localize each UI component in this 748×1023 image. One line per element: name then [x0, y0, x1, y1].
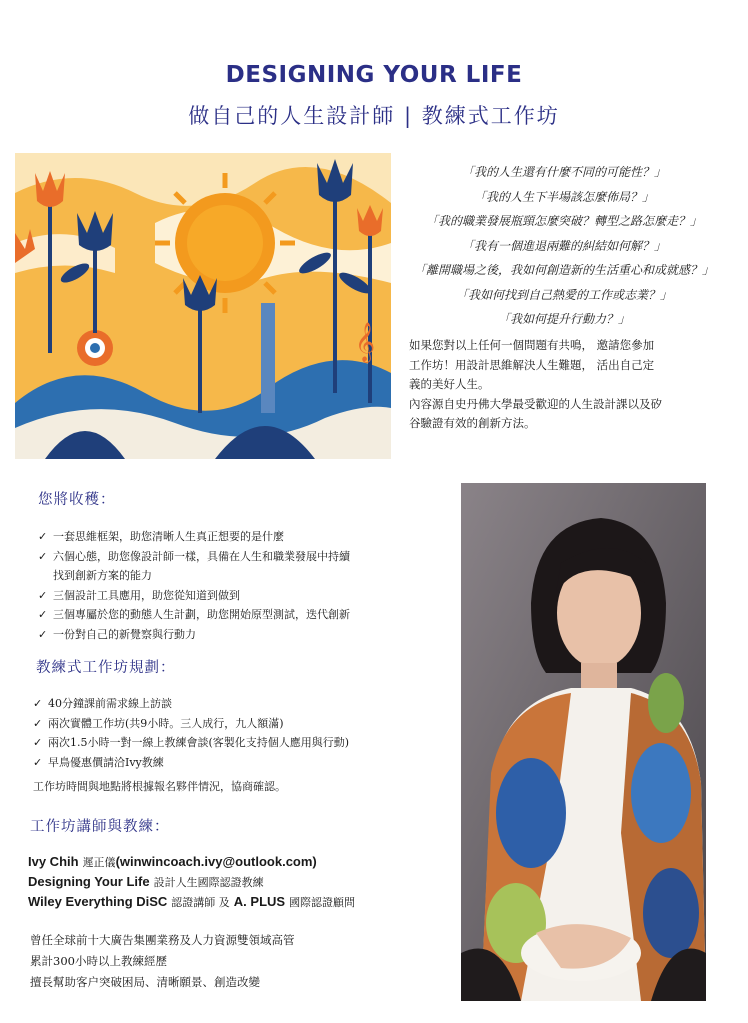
intro-line: 內容源自史丹佛大學最受歡迎的人生設計課以及矽 — [409, 396, 662, 411]
list-item-text: 兩次1.5小時一對一線上教練會談(客製化支持個人應用與行動) — [48, 736, 350, 749]
coach-name-zh: 遲正儀 — [82, 856, 116, 869]
intro-line: 如果您對以上任何一個問題有共鳴， 邀請您參加 — [409, 338, 655, 352]
bio-line: 累計300小時以上教練經歷 — [30, 954, 167, 968]
credential-disc: Wiley Everything DiSC — [28, 894, 168, 909]
credential-line — [28, 872, 458, 892]
credential-line — [28, 892, 458, 912]
list-item — [33, 733, 453, 753]
check-icon: ✓ — [33, 716, 43, 730]
check-spacer — [38, 566, 53, 586]
credential-aplus-zh: 國際認證顧問 — [289, 896, 356, 909]
list-item-text: 三個設計工具應用，助您從知道到做到 — [53, 588, 240, 602]
title-chinese: 做自己的人生設計師 | 教練式工作坊 — [188, 104, 560, 128]
check-icon: ✓ — [33, 736, 43, 749]
list-item — [33, 714, 453, 734]
check-icon: ✓ — [38, 549, 48, 563]
list-item — [38, 625, 448, 645]
question-item: 「離開職場之後，我如何創造新的生活重心和成就感？」 — [413, 263, 714, 277]
credential-dyl: Designing Your Life — [28, 874, 150, 889]
coach-name: Ivy Chih — [28, 854, 79, 869]
list-item-text: 一套思維框架，助您清晰人生真正想要的是什麼 — [53, 530, 284, 543]
coach-name-line — [28, 852, 458, 872]
list-item — [38, 547, 448, 567]
check-icon: ✓ — [38, 530, 48, 543]
gains-list — [38, 527, 448, 644]
check-icon: ✓ — [33, 697, 43, 710]
hero-illustration — [15, 153, 391, 459]
question-item: 「我的職業發展瓶頸怎麼突破？轉型之路怎麼走？」 — [425, 214, 702, 228]
coach-bio — [30, 930, 295, 993]
list-item — [38, 527, 448, 547]
check-icon: ✓ — [38, 608, 48, 621]
bio-line: 曾任全球前十大廣告集團業務及人力資源雙領域高管 — [30, 933, 295, 947]
question-item: 「我的人生還有什麼不同的可能性？」 — [461, 165, 666, 179]
question-item: 「我如何找到自己熱愛的工作或志業？」 — [455, 287, 672, 302]
check-icon: ✓ — [33, 755, 43, 769]
credential-disc-zh: 認證講師 及 — [171, 896, 230, 909]
list-item — [38, 586, 448, 606]
list-item-text: 三個專屬於您的動態人生計劃，助您開始原型測試，迭代創新 — [53, 608, 350, 621]
plan-heading: 教練式工作坊規劃： — [36, 660, 176, 676]
credential-dyl-zh: 設計人生國際認證教練 — [153, 876, 264, 889]
list-item-text: 早鳥優惠價請洽Ivy教練 — [48, 755, 164, 769]
coach-credentials — [28, 852, 458, 912]
list-item — [38, 605, 448, 625]
gains-heading: 您將收穫： — [38, 492, 116, 508]
check-icon: ✓ — [38, 588, 48, 602]
list-item — [38, 566, 448, 586]
credential-aplus: A. PLUS — [233, 894, 286, 909]
plan-list — [33, 694, 453, 772]
intro-line: 谷驗證有效的創新方法。 — [409, 416, 536, 430]
bio-line: 擅長幫助客户突破困局、清晰願景、創造改變 — [30, 975, 260, 989]
question-item: 「我的人生下半場該怎麼佈局？」 — [473, 189, 654, 204]
list-item — [33, 753, 453, 773]
list-item-text: 一份對自己的新覺察與行動力 — [53, 627, 196, 641]
coach-email: (winwincoach.ivy@outlook.com) — [115, 854, 317, 869]
list-item-text: 六個心態，助您像設計師一樣，具備在人生和職業發展中持續 — [53, 549, 350, 563]
list-item — [33, 694, 453, 714]
coach-heading: 工作坊講師與教練： — [30, 819, 170, 835]
list-item-text: 找到創新方案的能力 — [53, 569, 152, 582]
question-item: 「我有一個進退兩難的糾結如何解？」 — [461, 238, 666, 253]
coach-portrait-photo — [461, 483, 706, 1001]
intro-line: 義的美好人生。 — [409, 377, 490, 391]
list-item-text: 兩次實體工作坊(共9小時。三人成行，九人額滿) — [48, 716, 284, 730]
plan-note: 工作坊時間與地點將根據報名夥伴情況，協商確認。 — [33, 780, 286, 793]
intro-line: 工作坊！用設計思維解決人生難題， 活出自己定 — [409, 357, 655, 372]
check-icon: ✓ — [38, 627, 48, 641]
svg-text:𝄞: 𝄞 — [355, 322, 376, 362]
intro-paragraph — [409, 336, 727, 434]
list-item-text: 40分鐘課前需求線上訪談 — [48, 697, 172, 710]
question-item: 「我如何提升行動力？」 — [497, 312, 630, 326]
question-list — [394, 160, 734, 332]
title-english: DESIGNING YOUR LIFE — [225, 62, 523, 88]
